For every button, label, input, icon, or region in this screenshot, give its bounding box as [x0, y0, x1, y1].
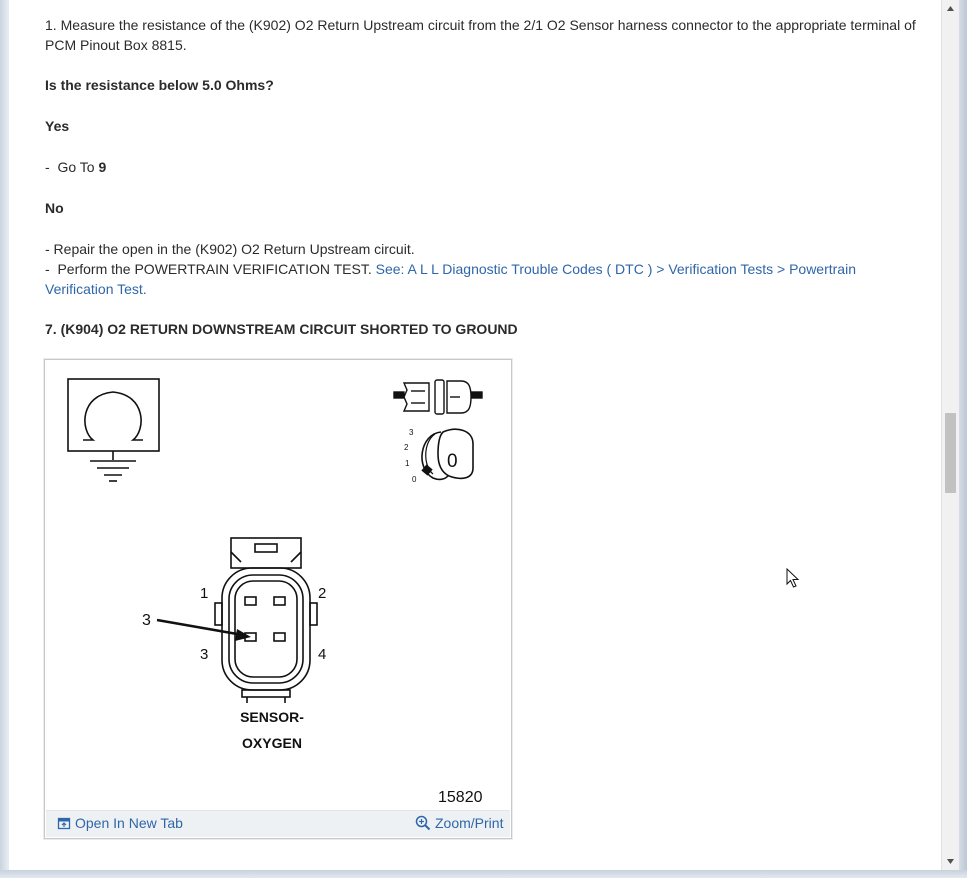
- ignition-key-position: 0: [447, 451, 458, 472]
- figure-number: 15820: [438, 789, 483, 806]
- connector-figure: [44, 359, 512, 839]
- figure-toolbar: [46, 810, 510, 837]
- verification-test-link[interactable]: See: A L L Diagnostic Trouble Codes ( DTC ) > Verification Tests > Powertrain Verification Test.: [45, 261, 856, 297]
- pin-label-1: 1: [200, 585, 209, 602]
- step7-heading: 7. (K904) O2 RETURN DOWNSTREAM CIRCUIT SHORTED TO GROUND: [45, 321, 518, 337]
- ignition-key-icon: [404, 428, 473, 484]
- caption-sensor: SENSOR-: [240, 709, 304, 725]
- no-action-verify: [45, 259, 925, 299]
- callout-label: 3: [142, 612, 151, 629]
- ignition-pos-1: 1: [405, 459, 410, 468]
- ohmmeter-icon: [68, 379, 159, 481]
- no-label: No: [45, 200, 64, 216]
- yes-action-prefix: - Go To: [45, 159, 99, 175]
- yes-action: [45, 157, 925, 177]
- no-action-verify-text: - Perform the POWERTRAIN VERIFICATION TEST.: [45, 261, 376, 277]
- question-text: Is the resistance below 5.0 Ohms?: [45, 77, 274, 93]
- open-in-new-tab-label: Open In New Tab: [75, 815, 183, 831]
- scroll-down-arrow-icon[interactable]: [942, 853, 959, 870]
- document-pane: [9, 0, 942, 870]
- scroll-thumb[interactable]: [945, 413, 956, 493]
- callout-arrow-icon: [157, 620, 251, 641]
- scroll-up-arrow-icon[interactable]: [942, 0, 959, 17]
- zoom-print-label: Zoom/Print: [435, 815, 504, 831]
- window-frame-right: [959, 0, 967, 878]
- vertical-scrollbar[interactable]: [941, 0, 959, 870]
- zoom-print-button[interactable]: [415, 815, 503, 831]
- ignition-pos-0: 0: [412, 475, 417, 484]
- goto-step-number: 9: [98, 159, 107, 175]
- zoom-magnifier-icon: [415, 815, 431, 831]
- mouse-pointer-icon: [786, 568, 800, 590]
- open-new-tab-icon: [57, 816, 71, 830]
- yes-label: Yes: [45, 118, 70, 134]
- no-action-repair: - Repair the open in the (K902) O2 Return Upstream circuit.: [45, 241, 415, 257]
- o2-sensor-connector: [215, 538, 317, 703]
- open-in-new-tab-button[interactable]: [57, 815, 183, 831]
- window-frame-bottom: [0, 870, 967, 878]
- caption-oxygen: OXYGEN: [242, 735, 302, 751]
- window-frame-left: [0, 0, 9, 878]
- pin-label-3: 3: [200, 646, 209, 663]
- connector-disconnect-icon: [394, 380, 482, 414]
- ignition-pos-3: 3: [409, 428, 414, 437]
- connector-diagram: [45, 360, 511, 810]
- ignition-pos-2: 2: [404, 443, 409, 452]
- pin-label-2: 2: [318, 585, 327, 602]
- measure-instruction: 1. Measure the resistance of the (K902) O2 Return Upstream circuit from the 2/1 O2 Sensor harness connector to the appropriate terminal of PCM Pinout Box 8815.: [45, 17, 916, 53]
- pin-label-4: 4: [318, 646, 327, 663]
